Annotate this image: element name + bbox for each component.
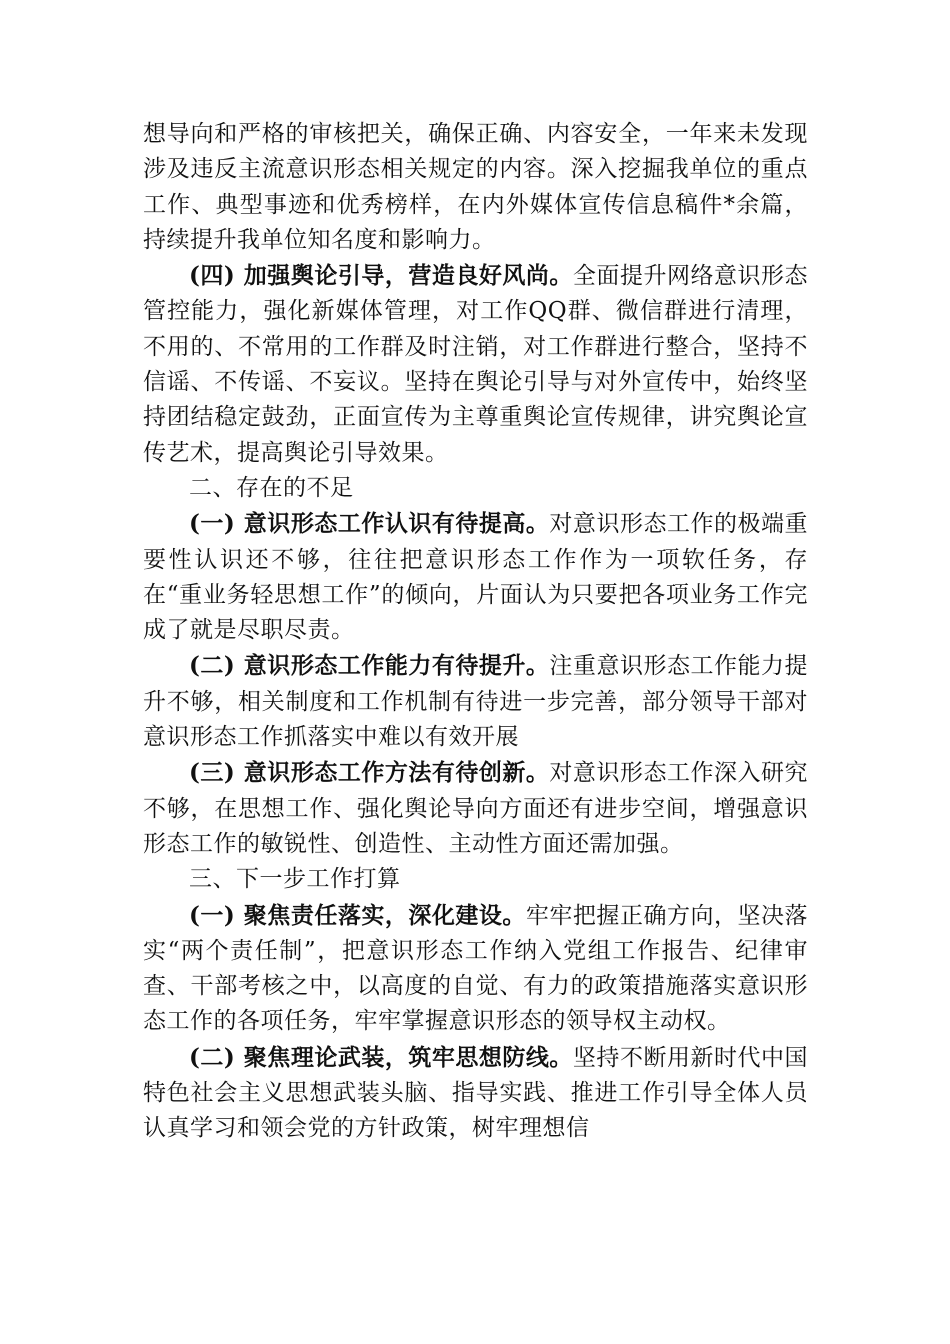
paragraph-text: 全面提升网络意识形态管控能力，强化新媒体管理，对工作QQ群、微信群进行清理，不用的、不常用的工作群及时注销，对工作群进行整合，坚持不信谣、不传谣、不妄议。坚持在舆论引导与对外宣传中，始终坚持团结稳定鼓劲，正面宣传为主尊重舆论宣传规律，讲究舆论宣传艺术，提高舆论引导效果。 [143, 263, 808, 466]
paragraph-responsibility [143, 898, 808, 1040]
paragraph-text: 想导向和严格的审核把关，确保正确、内容安全，一年来未发现涉及违反主流意识形态相关规定的内容。深入挖掘我单位的重点工作、典型事迹和优秀榜样，在内外媒体宣传信息稿件*余篇，持续提升我单位知名度和影响力。 [143, 121, 808, 253]
paragraph-continued [143, 117, 808, 258]
paragraph-methods [143, 755, 808, 862]
section-heading-shortcomings: 二、存在的不足 [189, 474, 354, 501]
paragraph-lead: (三) 意识形态工作方法有待创新。 [189, 759, 550, 787]
paragraph-lead: (二) 意识形态工作能力有待提升。 [189, 652, 550, 680]
paragraph-lead: (一) 聚焦责任落实，深化建设。 [189, 901, 526, 929]
paragraph-text: 注重意识形态工作能力提升不够，相关制度和工作机制有待进一步完善，部分领导干部对意识形态工作抓落实中难以有效开展 [143, 653, 809, 751]
paragraph-capability [143, 648, 808, 755]
paragraph-text: 对意识形态工作深入研究不够，在思想工作、强化舆论导向方面还有进步空间，增强意识形态工作的敏锐性、创造性、主动性方面还需加强。 [143, 760, 809, 857]
paragraph-awareness [143, 506, 808, 648]
paragraph-lead: (一) 意识形态工作认识有待提高。 [189, 510, 550, 538]
section-heading-next-steps: 三、下一步工作打算 [189, 866, 401, 893]
paragraph-lead: (二) 聚焦理论武装，筑牢思想防线。 [189, 1043, 573, 1071]
paragraph-text: 对意识形态工作的极端重要性认识还不够，往往把意识形态工作作为一项软任务，存在“重业务轻思想工作”的倾向，片面认为只要把各项业务工作完成了就是尽职尽责。 [143, 511, 809, 644]
paragraph-public-opinion [143, 258, 808, 471]
paragraph-theory [143, 1040, 808, 1147]
paragraph-text: 牢牢把握正确方向，坚决落实“两个责任制”，把意识形态工作纳入党组工作报告、纪律审查、干部考核之中，以高度的自觉、有力的政策措施落实意识形态工作的各项任务，牢牢掌握意识形态的领导权主动权。 [143, 902, 808, 1035]
document-body [143, 117, 808, 1147]
paragraph-lead: (四) 加强舆论引导，营造良好风尚。 [189, 262, 573, 290]
paragraph-text: 坚持不断用新时代中国特色社会主义思想武装头脑、指导实践、推进工作引导全体人员认真学习和领会党的方针政策，树牢理想信 [143, 1044, 808, 1142]
